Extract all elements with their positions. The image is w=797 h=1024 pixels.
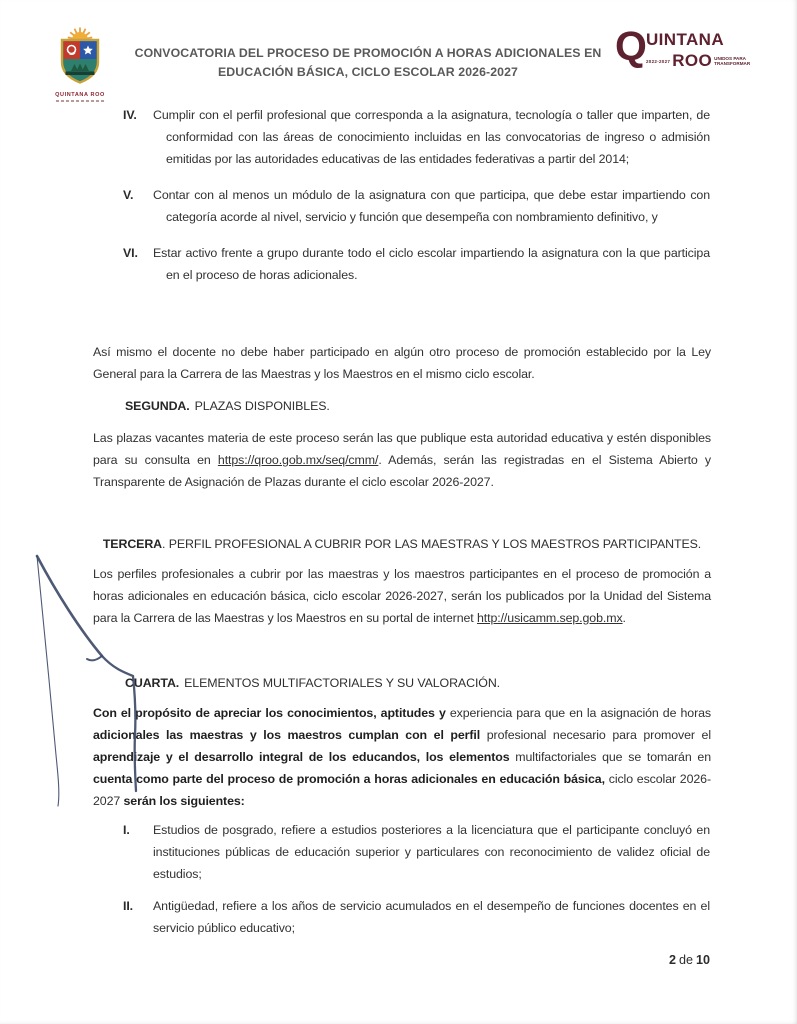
list-item-number: II. (123, 899, 134, 913)
paragraph-proposito: Con el propósito de apreciar los conocimientos, aptitudes y experiencia para que en la asignación de horas adicionales las maestras y los maestros cumplan con el perfil profesional necesario para promover el aprendizaje y el desarrollo integral de los educandos, los elementos multifactoriales que se tomarán en cuenta como parte del proceso de promoción a horas adicionales en educación básica, ciclo escolar 2026-2027 serán los siguientes: (93, 706, 711, 808)
brand-uintana-text: UINTANA (646, 30, 725, 49)
heading-segunda-title: PLAZAS DISPONIBLES. (194, 399, 330, 413)
brand-tagline: UNIDOS PARA TRANSFORMAR (714, 55, 751, 66)
coat-of-arms-motto-line (56, 100, 104, 102)
list-item-ii (123, 895, 710, 939)
list-item-text: Estar activo frente a grupo durante todo el ciclo escolar impartiendo la asignatura con la que participa en el proceso de horas adicionales. (153, 246, 710, 282)
brand-roo-text: ROO (672, 51, 713, 70)
heading-tercera (93, 533, 711, 555)
list-item-text: Cumplir con el perfil profesional que corresponda a la asignatura, tecnología o taller que imparten, de conformidad con las áreas de conocimiento incluidas en las convocatorias de ingreso o admisión emitidas por las autoridades educativas de las entidades federativas a partir del 2014; (153, 108, 710, 166)
heading-tercera-label: TERCERA (102, 537, 163, 551)
list-item-i (123, 819, 710, 885)
heading-cuarta-label: CUARTA. (125, 676, 180, 690)
page-number-total: 10 (695, 953, 710, 967)
paragraph-perfiles: Los perfiles profesionales a cubrir por las maestras y los maestros participantes en el proceso de promoción a horas adicionales en educación básica, ciclo escolar 2026-2027, serán los publicados por la Unidad del Sistema para la Carrera de las Maestras y los Maestros en su portal de internet http://usicamm.sep.gob.mx. (93, 567, 711, 625)
paragraph-asi-mismo: Así mismo el docente no debe haber participado en algún otro proceso de promoción establecido por la Ley General para la Carrera de las Maestras y los Maestros en el mismo ciclo escolar. (93, 345, 711, 381)
list-item-number: IV. (123, 108, 137, 122)
list-item-text: Contar con al menos un módulo de la asignatura con que participa, que debe estar impartiendo con categoría acorde al nivel, servicio y función que desempeña con nombramiento definitivo, y (153, 188, 710, 224)
heading-cuarta (125, 672, 500, 694)
elements-list (123, 819, 710, 949)
brand-q-letter: Q (615, 23, 647, 69)
page-number-separator: de (678, 953, 693, 967)
heading-segunda (125, 395, 330, 417)
list-item-text: Estudios de posgrado, refiere a estudios posteriores a la licenciatura que el participante concluyó en instituciones públicas de educación superior y particulares con reconocimiento de validez oficial de estudios; (153, 823, 710, 881)
requirements-list (123, 104, 710, 300)
quintana-roo-coat-of-arms (44, 26, 116, 102)
list-item-number: I. (123, 823, 130, 837)
list-item-vi (123, 242, 710, 286)
document-title (128, 44, 608, 82)
list-item-number: V. (123, 188, 134, 202)
page-number (669, 953, 710, 967)
list-item-number: VI. (123, 246, 138, 260)
coat-of-arms-caption: QUINTANA ROO (55, 92, 105, 98)
brand-years: 2022-2027 (646, 58, 671, 64)
paragraph-plazas: Las plazas vacantes materia de este proceso serán las que publique esta autoridad educativa y estén disponibles para su consulta en https://qroo.gob.mx/seq/cmm/. Además, serán las registradas en el Sistema Abierto y Transparente de Asignación de Plazas durante el ciclo escolar 2026-2027. (93, 431, 711, 489)
document-title-line-2: EDUCACIÓN BÁSICA, CICLO ESCOLAR 2026-2027 (218, 65, 518, 79)
heading-cuarta-title: ELEMENTOS MULTIFACTORIALES Y SU VALORACIÓN. (184, 676, 501, 690)
list-item-v (123, 184, 710, 228)
document-title-line-1: CONVOCATORIA DEL PROCESO DE PROMOCIÓN A HORAS ADICIONALES EN (134, 46, 602, 60)
heading-segunda-label: SEGUNDA. (125, 399, 190, 413)
list-item-text: Antigüedad, refiere a los años de servicio acumulados en el desempeño de funciones docentes en el servicio público educativo; (153, 899, 710, 935)
coat-of-arms-icon (48, 26, 112, 86)
page-number-current: 2 (668, 953, 676, 967)
list-item-iv (123, 104, 710, 170)
quintana-roo-brand-logo (615, 23, 773, 71)
heading-tercera-title: . PERFIL PROFESIONAL A CUBRIR POR LAS MAESTRAS Y LOS MAESTROS PARTICIPANTES. (162, 537, 702, 551)
